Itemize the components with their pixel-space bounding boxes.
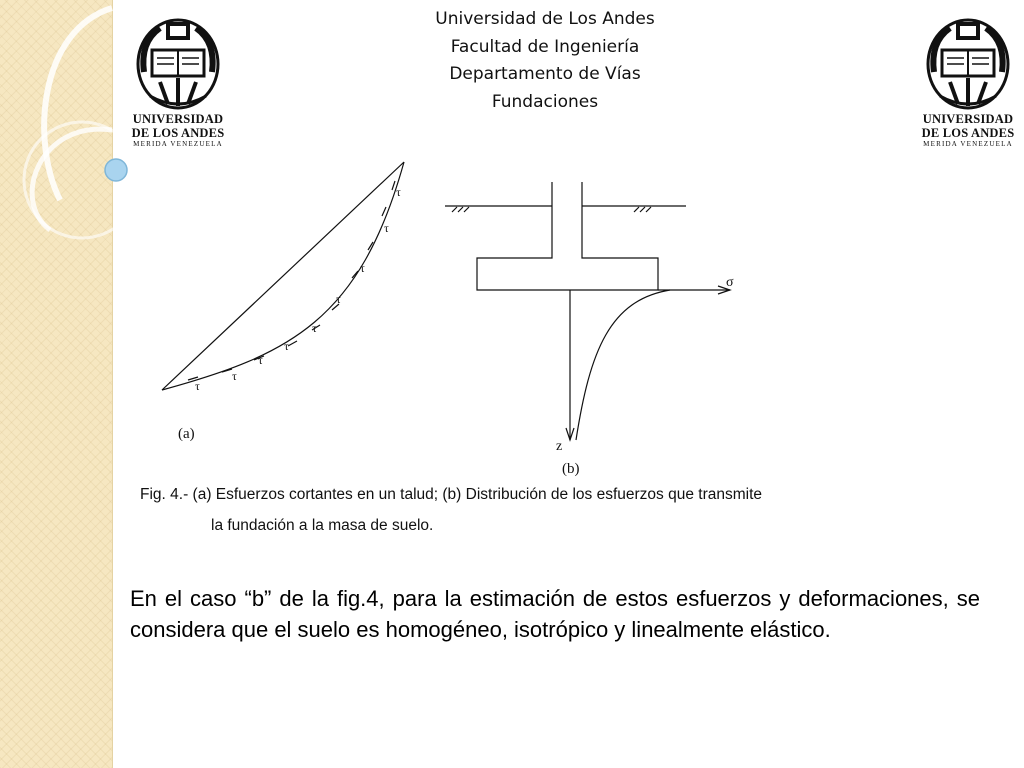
stress-distribution-curve [576, 290, 670, 440]
tau-label: τ [360, 261, 365, 275]
university-logo-left [130, 12, 226, 152]
university-logo-right [920, 12, 1016, 152]
ground-hatch-right [634, 207, 651, 212]
header-department: Departamento de Vías [449, 64, 641, 84]
footing-outline [477, 182, 658, 290]
tau-label: τ [396, 185, 401, 199]
logo-text-line3: MERIDA VENEZUELA [923, 140, 1013, 148]
header-course: Fundaciones [491, 91, 599, 112]
caption-line2: la fundación a la masa de suelo. [211, 517, 434, 534]
logo-text-line2: DE LOS ANDES [921, 126, 1015, 140]
accent-dot-icon [105, 159, 127, 181]
logo-text-line1: UNIVERSIDAD [922, 112, 1014, 126]
tau-label: τ [312, 321, 317, 335]
figure-a-slope-shear [162, 162, 404, 390]
figure-a-label: (a) [178, 426, 195, 442]
logo-text-line2: DE LOS ANDES [131, 126, 225, 140]
figure-b-footing [445, 182, 730, 440]
body-paragraph: En el caso “b” de la fig.4, para la estimación de estos esfuerzos y deformaciones, se considera que el suelo es homogéneo, isotrópico y linealmente elástico. [130, 586, 980, 642]
tau-label: τ [232, 369, 237, 383]
figure-caption [140, 486, 960, 535]
page-header [300, 6, 790, 116]
figure-b-label: (b) [562, 461, 580, 477]
ground-hatch-left [452, 207, 469, 212]
logo-text-line3: MERIDA VENEZUELA [133, 140, 223, 148]
tau-label: τ [336, 292, 341, 306]
sigma-label: σ [726, 275, 734, 290]
university-seal-icon [920, 12, 1016, 112]
caption-line1: Fig. 4.- (a) Esfuerzos cortantes en un talud; (b) Distribución de los esfuerzos que transmite [140, 486, 763, 503]
slope-surface-line [162, 162, 404, 390]
tau-label: τ [258, 353, 263, 367]
header-faculty: Facultad de Ingeniería [450, 36, 640, 57]
figure-4-diagram [140, 150, 760, 480]
decorative-arcs [0, 0, 140, 768]
logo-text-line1: UNIVERSIDAD [132, 112, 224, 126]
tau-label: τ [284, 339, 289, 353]
z-label: z [556, 439, 563, 454]
tau-label: τ [195, 379, 200, 393]
tau-label: τ [384, 221, 389, 235]
header-university: Universidad de Los Andes [435, 9, 655, 29]
university-seal-icon [130, 12, 226, 112]
